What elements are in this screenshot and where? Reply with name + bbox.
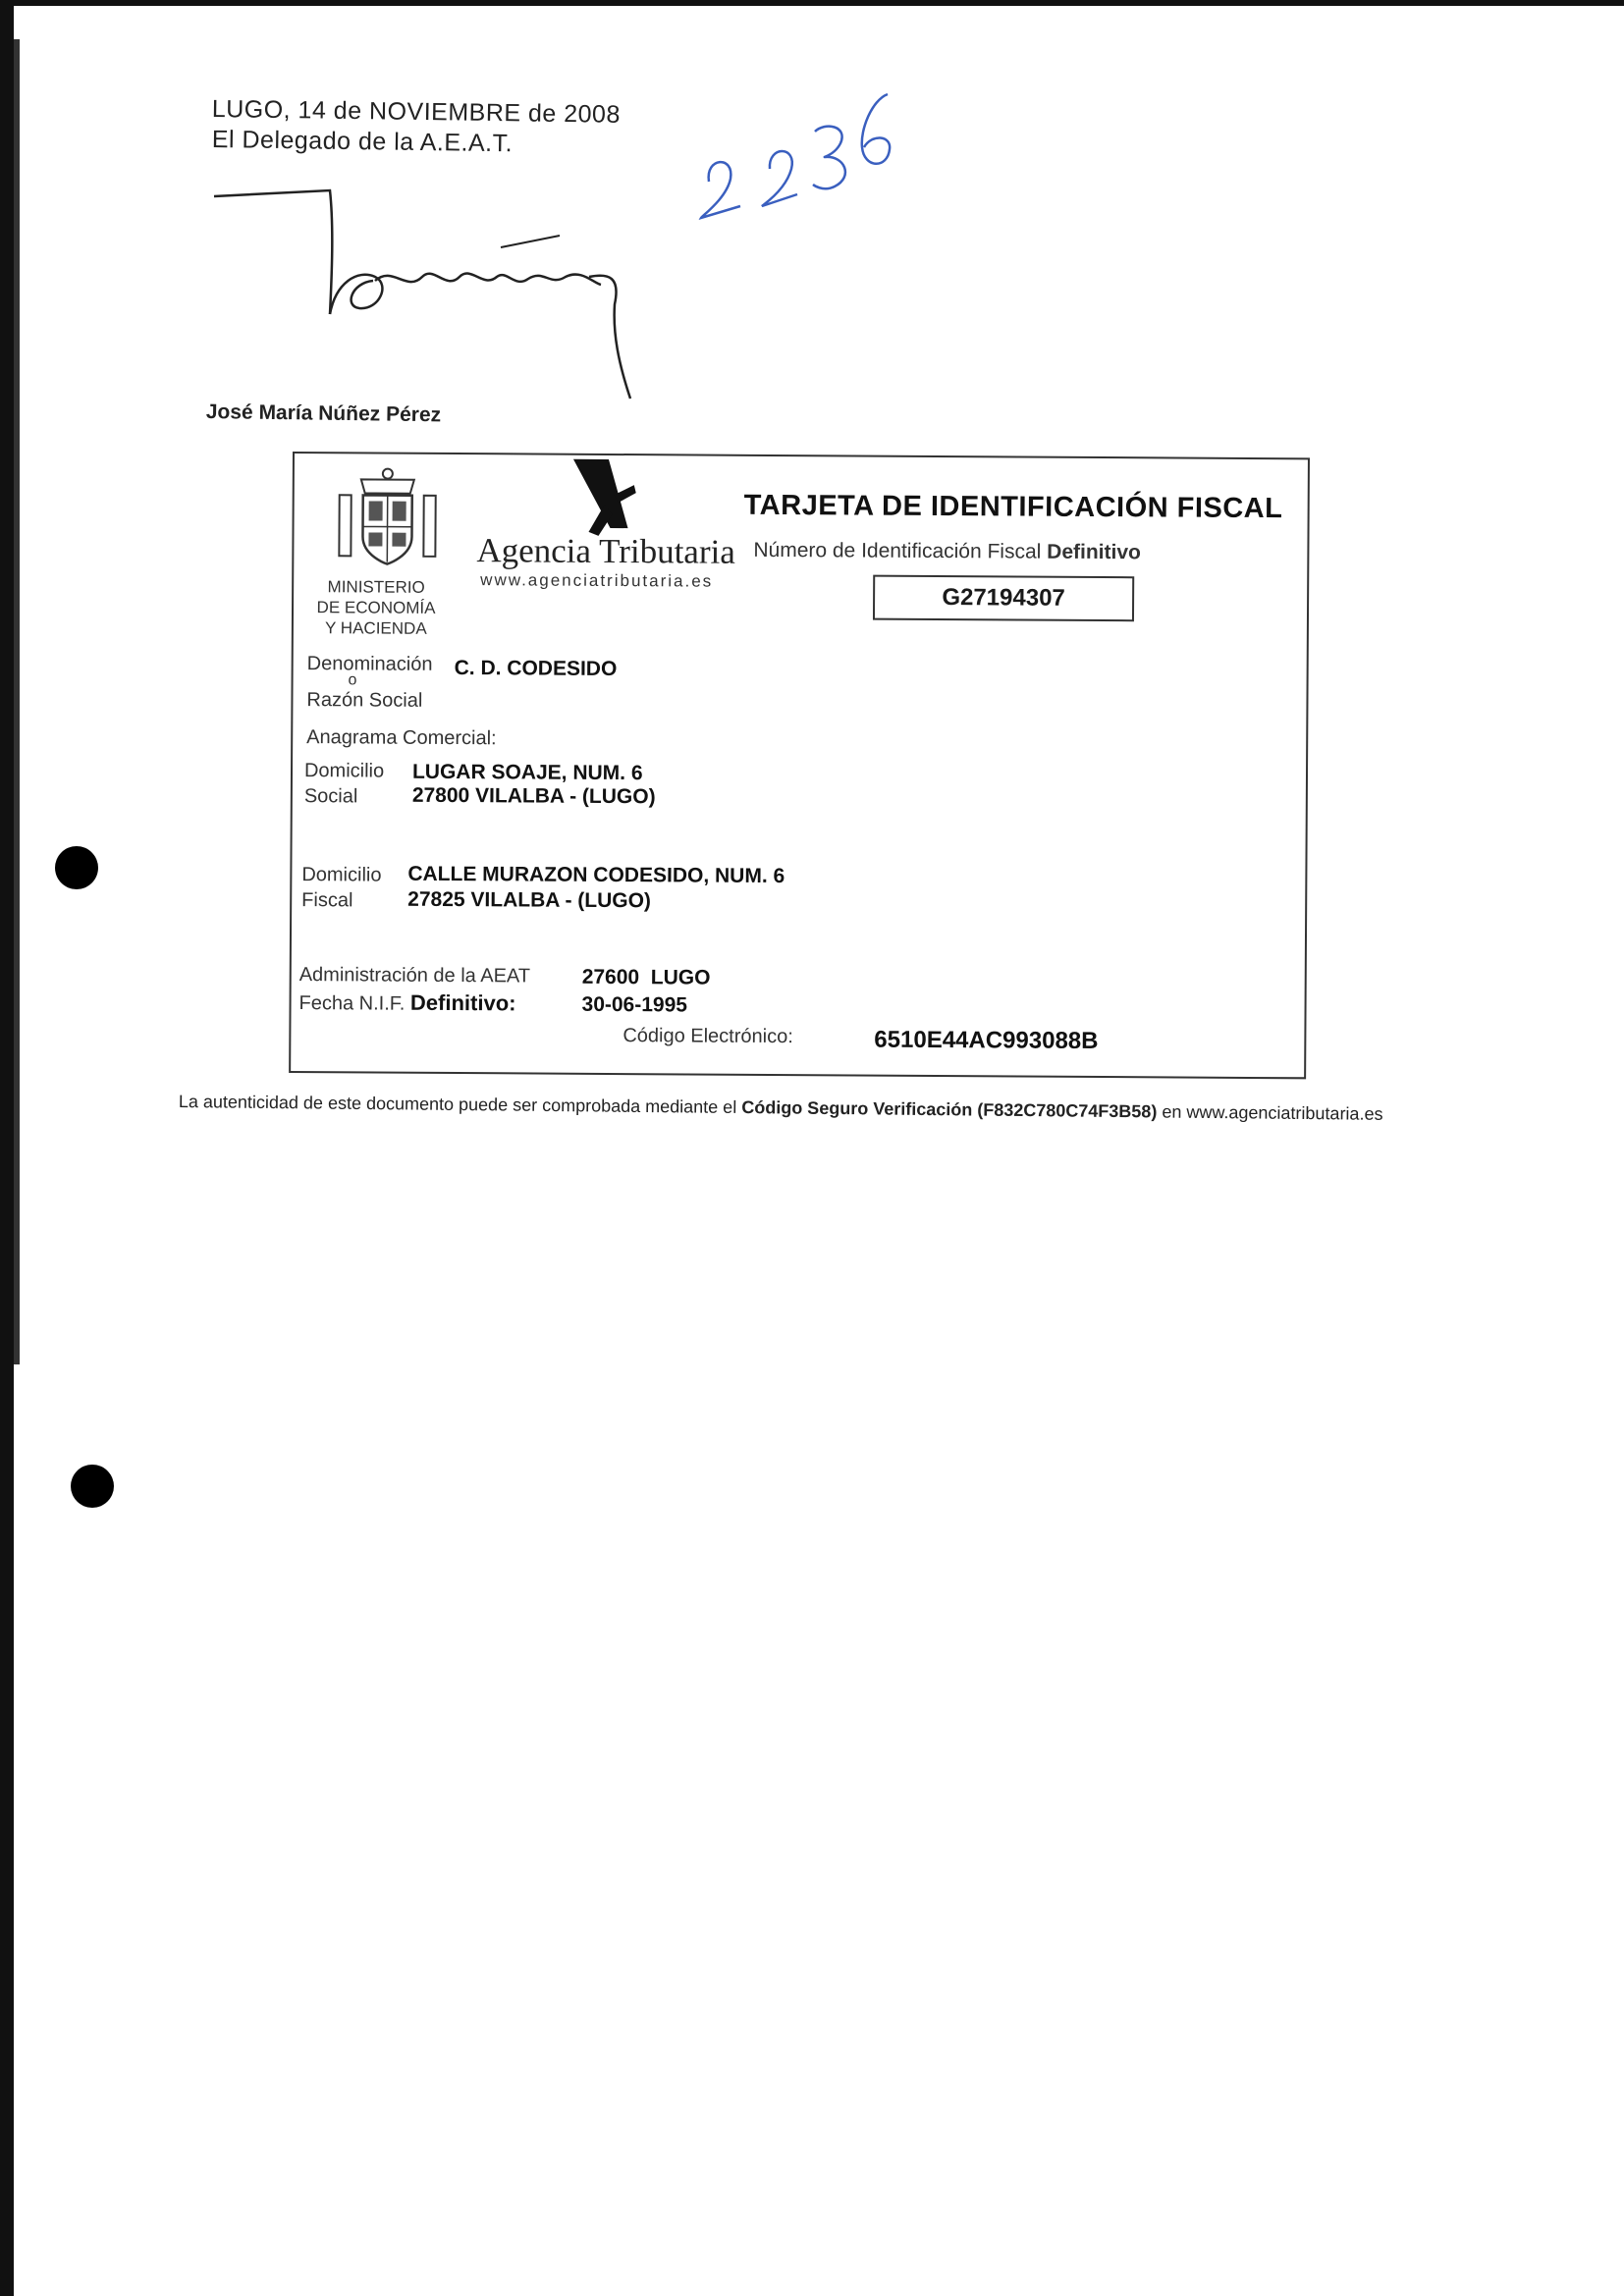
scan-top-edge bbox=[0, 0, 1624, 6]
administracion-label: Administración de la AEAT bbox=[298, 964, 531, 988]
handwritten-signature bbox=[206, 167, 658, 417]
fiscal-id-card bbox=[289, 452, 1310, 1079]
card-title: TARJETA DE IDENTIFICACIÓN FISCAL bbox=[743, 489, 1283, 525]
domicilio-social-label: Domicilio bbox=[303, 760, 385, 782]
denominacion-label: Denominación bbox=[306, 653, 433, 675]
denominacion-value: C. D. CODESIDO bbox=[454, 657, 618, 681]
authenticity-text: La autenticidad de este documento puede ser comprobada mediante el bbox=[178, 1092, 737, 1117]
coat-of-arms-icon bbox=[333, 465, 442, 579]
fecha-nif-value: 30-06-1995 bbox=[581, 992, 688, 1017]
domicilio-fiscal-label: Domicilio bbox=[301, 864, 382, 886]
scan-left-edge bbox=[0, 0, 14, 2296]
domicilio-social-line-2: 27800 VILALBA - (LUGO) bbox=[411, 783, 656, 809]
codigo-electronico-label: Código Electrónico: bbox=[623, 1025, 793, 1048]
agency-name: Agencia Tributaria bbox=[476, 531, 735, 571]
nif-label-definitivo: Definitivo bbox=[1047, 540, 1141, 564]
agency-website: en www.agenciatributaria.es bbox=[1162, 1101, 1383, 1124]
nif-label: Número de Identificación Fiscal Definitivo bbox=[753, 538, 1141, 564]
codigo-electronico-value: 6510E44AC993088B bbox=[874, 1026, 1099, 1055]
ministry-line-2: DE ECONOMÍA bbox=[316, 598, 436, 617]
agency-url: www.agenciatributaria.es bbox=[480, 570, 714, 591]
authenticity-note bbox=[179, 1092, 1383, 1125]
fiscal-label: Fiscal bbox=[301, 889, 353, 912]
domicilio-social-line-1: LUGAR SOAJE, NUM. 6 bbox=[411, 760, 643, 785]
social-label: Social bbox=[303, 785, 358, 808]
punch-hole-lower bbox=[71, 1465, 114, 1508]
anagrama-label: Anagrama Comercial: bbox=[306, 726, 497, 750]
signer-name: José María Núñez Pérez bbox=[205, 400, 442, 427]
ministry-line-1: MINISTERIO bbox=[327, 577, 425, 597]
o-label: o bbox=[348, 671, 357, 689]
domicilio-fiscal-line-2: 27825 VILALBA - (LUGO) bbox=[407, 887, 652, 913]
administracion-value: 27600 LUGO bbox=[581, 965, 711, 989]
ministry-name bbox=[307, 576, 445, 639]
delegate-title: El Delegado de la A.E.A.T. bbox=[211, 126, 514, 158]
punch-hole-upper bbox=[55, 846, 98, 889]
fecha-nif-label: Fecha N.I.F. Definitivo: bbox=[298, 989, 516, 1016]
handwritten-number bbox=[687, 79, 903, 240]
secure-verification-code: Código Seguro Verificación (F832C780C74F3B58) bbox=[741, 1097, 1158, 1122]
place-date: LUGO, 14 de NOVIEMBRE de 2008 bbox=[211, 95, 622, 129]
ministry-line-3: Y HACIENDA bbox=[325, 618, 427, 638]
fecha-definitivo-label: Definitivo: bbox=[409, 989, 516, 1016]
razon-social-label: Razón Social bbox=[306, 689, 423, 712]
domicilio-fiscal-line-1: CALLE MURAZON CODESIDO, NUM. 6 bbox=[407, 862, 785, 888]
nif-number: G27194307 bbox=[873, 575, 1134, 622]
scan-left-shadow bbox=[14, 39, 20, 1364]
